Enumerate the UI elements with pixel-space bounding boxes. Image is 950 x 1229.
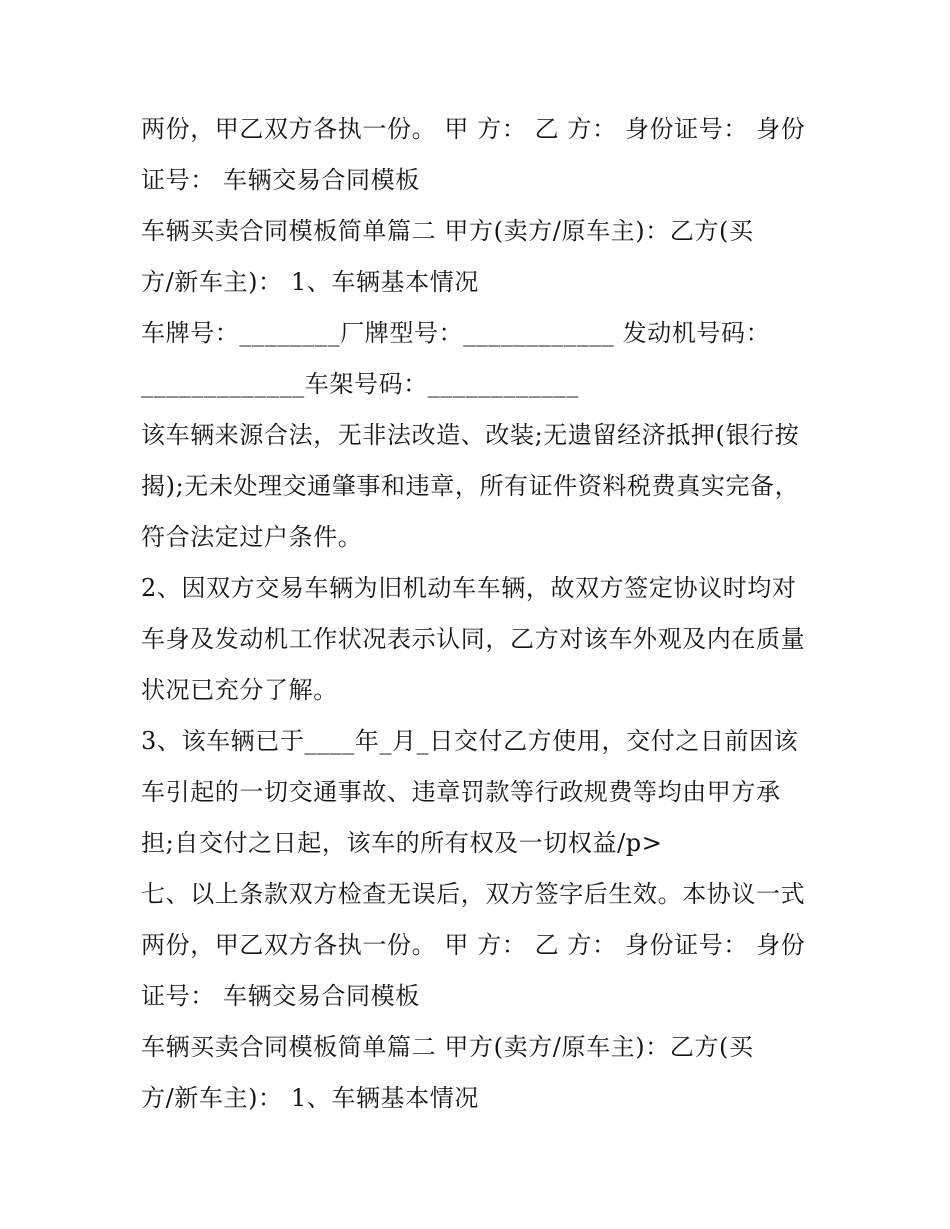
- text-line: 符合法定过户条件。: [141, 523, 363, 551]
- text-line: 状况已充分了解。: [141, 676, 338, 704]
- text-line: 车辆买卖合同模板简单篇二 甲方(卖方/原车主)：乙方(买: [141, 217, 754, 245]
- text-line: 车辆买卖合同模板简单篇二 甲方(卖方/原车主)：乙方(买: [141, 1033, 754, 1061]
- text-line: 证号： 车辆交易合同模板: [141, 166, 420, 194]
- text-line: _____________车架号码：____________: [141, 370, 579, 398]
- text-line: 方/新车主)： 1、车辆基本情况: [141, 268, 479, 296]
- text-line: 两份，甲乙双方各执一份。 甲 方： 乙 方： 身份证号： 身份: [141, 931, 806, 959]
- text-line: 3、该车辆已于____年_月_日交付乙方使用，交付之日前因该: [141, 727, 799, 755]
- text-line: 车身及发动机工作状况表示认同，乙方对该车外观及内在质量: [141, 625, 806, 653]
- text-line: 车引起的一切交通事故、违章罚款等行政规费等均由甲方承: [141, 778, 781, 806]
- text-line: 车牌号：________厂牌型号：____________ 发动机号码：: [141, 319, 771, 347]
- text-line: 担;自交付之日起，该车的所有权及一切权益/p>: [141, 829, 663, 857]
- text-line: 该车辆来源合法，无非法改造、改装;无遗留经济抵押(银行按: [141, 421, 800, 449]
- text-line: 2、因双方交易车辆为旧机动车车辆，故双方签定协议时均对: [141, 574, 797, 602]
- text-line: 方/新车主)： 1、车辆基本情况: [141, 1084, 479, 1112]
- text-line: 揭);无未处理交通肇事和违章，所有证件资料税费真实完备，: [141, 472, 800, 500]
- text-line: 两份，甲乙双方各执一份。 甲 方： 乙 方： 身份证号： 身份: [141, 115, 806, 143]
- text-line: 七、以上条款双方检查无误后，双方签字后生效。本协议一式: [141, 880, 806, 908]
- text-line: 证号： 车辆交易合同模板: [141, 982, 420, 1010]
- document-body: [141, 104, 821, 1124]
